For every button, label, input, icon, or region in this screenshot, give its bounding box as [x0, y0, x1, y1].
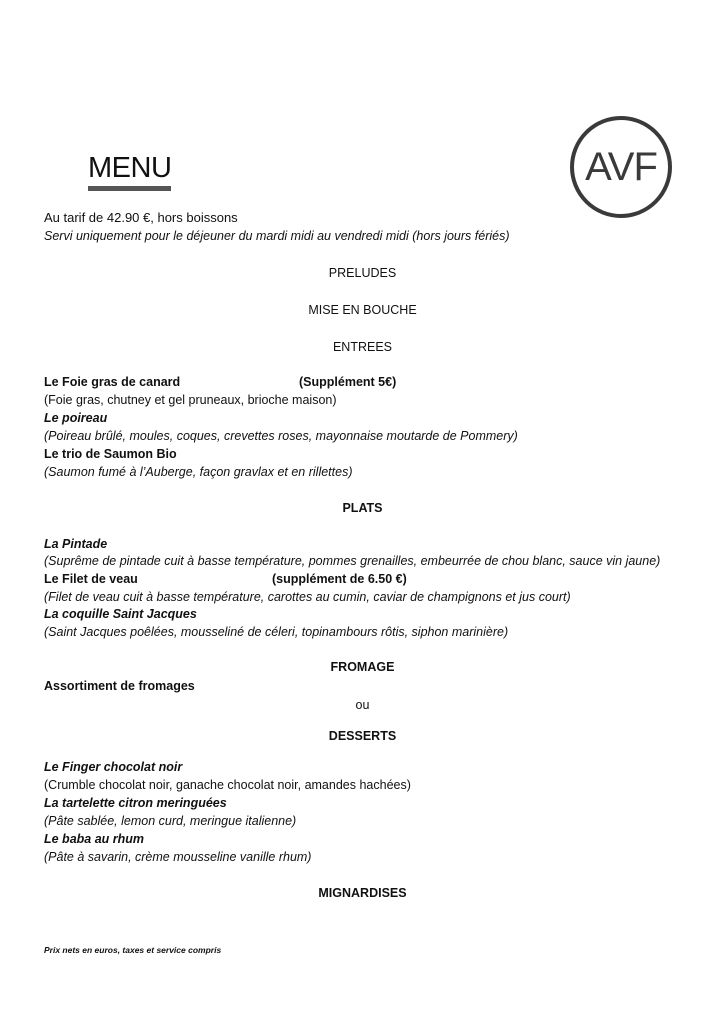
- section-plats: PLATS: [342, 501, 383, 515]
- entree-name: Le trio de Saumon Bio: [44, 447, 177, 461]
- plat-desc: (Suprême de pintade cuit à basse température, pommes grenailles, embeurrée de chou blanc, sauce vin jaune): [44, 554, 661, 568]
- section-entrees: ENTREES: [332, 340, 393, 354]
- title-underline: [88, 186, 171, 191]
- dessert-name: Le baba au rhum: [44, 832, 145, 846]
- dessert-desc: (Pâte à savarin, crème mousseline vanille rhum): [44, 850, 312, 864]
- plat-name: Le Filet de veau: [44, 572, 138, 586]
- service-line: Servi uniquement pour le déjeuner du mardi midi au vendredi midi (hors jours fériés): [44, 229, 510, 243]
- avf-logo: [570, 116, 672, 218]
- fromage-or: ou: [355, 698, 370, 712]
- dessert-desc: (Crumble chocolat noir, ganache chocolat noir, amandes hachées): [44, 778, 411, 792]
- menu-title: MENU: [88, 152, 172, 184]
- section-mignardises: MIGNARDISES: [318, 886, 407, 900]
- plat-desc: (Saint Jacques poêlées, mousseliné de céleri, topinambours rôtis, siphon marinière): [44, 625, 509, 639]
- plat-supplement: (supplément de 6.50 €): [272, 572, 407, 586]
- dessert-desc: (Pâte sablée, lemon curd, meringue italienne): [44, 814, 297, 828]
- entree-supplement: (Supplément 5€): [299, 375, 397, 389]
- plat-desc: (Filet de veau cuit à basse température, carottes au cumin, caviar de champignons et jus court): [44, 590, 571, 604]
- logo-text: AVF: [585, 144, 657, 189]
- section-mise-en-bouche: MISE EN BOUCHE: [308, 303, 417, 317]
- section-fromage: FROMAGE: [330, 660, 395, 674]
- footer-note: Prix nets en euros, taxes et service compris: [44, 945, 222, 955]
- entree-name: Le Foie gras de canard: [44, 375, 181, 389]
- fromage-item: Assortiment de fromages: [44, 679, 195, 693]
- price-line: Au tarif de 42.90 €, hors boissons: [44, 210, 238, 225]
- plat-name: La coquille Saint Jacques: [44, 607, 197, 621]
- section-desserts: DESSERTS: [328, 729, 397, 743]
- dessert-name: Le Finger chocolat noir: [44, 760, 183, 774]
- entree-desc: (Saumon fumé à l’Auberge, façon gravlax et en rillettes): [44, 465, 353, 479]
- plat-name: La Pintade: [44, 537, 108, 551]
- dessert-name: La tartelette citron meringuées: [44, 796, 227, 810]
- entree-desc: (Poireau brûlé, moules, coques, crevettes roses, mayonnaise moutarde de Pommery): [44, 429, 518, 443]
- entree-name: Le poireau: [44, 411, 108, 425]
- section-preludes: PRELUDES: [328, 266, 397, 280]
- entree-desc: (Foie gras, chutney et gel pruneaux, brioche maison): [44, 393, 337, 407]
